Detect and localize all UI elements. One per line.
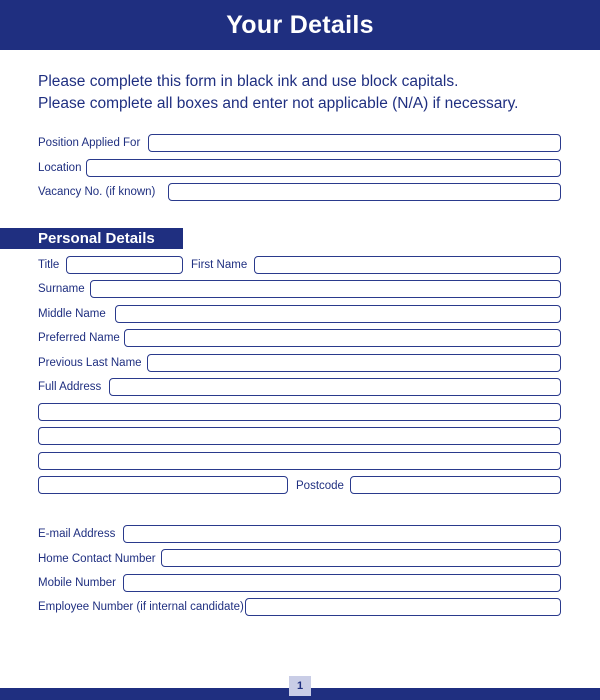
middle-name-input[interactable] <box>115 305 561 323</box>
email-input[interactable] <box>123 525 561 543</box>
previous-last-name-input[interactable] <box>147 354 561 372</box>
address-line-5-input[interactable] <box>38 476 288 494</box>
address-line-1-input[interactable] <box>109 378 561 396</box>
first-name-label: First Name <box>191 259 248 271</box>
title-input[interactable] <box>66 256 183 274</box>
instruction-line-2: Please complete all boxes and enter not applicable (N/A) if necessary. <box>38 95 519 112</box>
middle-name-label: Middle Name <box>38 308 106 320</box>
address-line-3-input[interactable] <box>38 427 561 445</box>
vacancy-no-label: Vacancy No. (if known) <box>38 186 156 198</box>
postcode-input[interactable] <box>350 476 561 494</box>
employee-number-input[interactable] <box>245 598 561 616</box>
personal-details-heading: Personal Details <box>0 228 183 249</box>
preferred-name-input[interactable] <box>124 329 561 347</box>
location-label: Location <box>38 162 82 174</box>
position-applied-input[interactable] <box>148 134 561 152</box>
instruction-line-1: Please complete this form in black ink and use block capitals. <box>38 73 459 90</box>
page-header <box>0 0 600 50</box>
mobile-number-label: Mobile Number <box>38 577 116 589</box>
page-number: 1 <box>289 676 311 696</box>
address-line-2-input[interactable] <box>38 403 561 421</box>
address-line-4-input[interactable] <box>38 452 561 470</box>
home-contact-input[interactable] <box>161 549 561 567</box>
surname-label: Surname <box>38 283 85 295</box>
title-label: Title <box>38 259 60 271</box>
email-label: E-mail Address <box>38 528 116 540</box>
vacancy-no-input[interactable] <box>168 183 561 201</box>
surname-input[interactable] <box>90 280 561 298</box>
previous-last-name-label: Previous Last Name <box>38 357 142 369</box>
instructions <box>38 71 568 115</box>
page-title: Your Details <box>226 10 374 39</box>
first-name-input[interactable] <box>254 256 561 274</box>
location-input[interactable] <box>86 159 561 177</box>
employee-number-label: Employee Number (if internal candidate) <box>38 601 244 613</box>
home-contact-label: Home Contact Number <box>38 553 156 565</box>
preferred-name-label: Preferred Name <box>38 332 120 344</box>
postcode-label: Postcode <box>296 480 344 492</box>
position-applied-label: Position Applied For <box>38 137 141 149</box>
full-address-label: Full Address <box>38 381 102 393</box>
mobile-number-input[interactable] <box>123 574 561 592</box>
